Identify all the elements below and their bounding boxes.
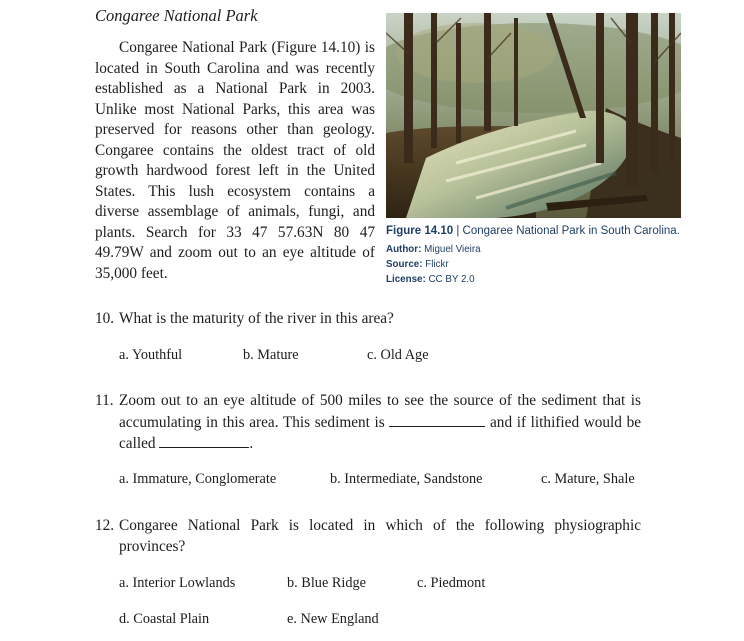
answer-blank-1: [389, 412, 485, 427]
question-text: Zoom out to an eye altitude of 500 miles to see the source of the sediment that is accumulating in this area. This sediment is and if lithified would be called .: [119, 392, 642, 452]
option-q12-c: c. Piedmont: [417, 575, 486, 591]
question-number: 11.: [95, 392, 114, 409]
option-q12-d: d. Coastal Plain: [119, 611, 210, 627]
caption-source: Source: Flickr: [386, 259, 449, 270]
answer-blank-2: [159, 433, 249, 448]
question-number: 10.: [95, 310, 115, 327]
option-q12-b: b. Blue Ridge: [287, 575, 367, 591]
option-q12-e: e. New England: [287, 611, 379, 627]
option-q10-a: a. Youthful: [119, 347, 183, 363]
figure-caption: [386, 224, 686, 286]
question-10: [95, 309, 655, 331]
figure-label: Figure 14.10: [386, 225, 454, 237]
caption-license: License: CC BY 2.0: [386, 274, 475, 285]
question-12: [95, 516, 643, 560]
option-q12-a: a. Interior Lowlands: [119, 575, 236, 591]
question-number: 12.: [95, 517, 115, 534]
question-text: Congaree National Park is located in which of the following physiographic provinces?: [119, 517, 641, 555]
intro-paragraph: Congaree National Park (Figure 14.10) is located in South Carolina and was recently established as a National Park in 2003. Unlike most National Parks, this area was preserved for reasons other than geology. Congaree contains the oldest tract of old growth hardwood forest left in the United States. This lush ecosystem contains a diverse assemblage of animals, fungi, and plants. Search for 33 47 57.63N 80 47 49.79W and zoom out to an eye altitude of 35,000 feet.: [95, 39, 375, 282]
figure-photo: [386, 13, 681, 218]
option-q10-b: b. Mature: [243, 347, 299, 363]
option-q11-b: b. Intermediate, Sandstone: [330, 471, 483, 487]
question-text: What is the maturity of the river in this area?: [119, 310, 394, 327]
caption-author: Author: Miguel Vieira: [386, 244, 481, 255]
option-q11-c: c. Mature, Shale: [541, 471, 635, 487]
section-title: Congaree National Park: [95, 6, 258, 25]
question-11: [95, 391, 643, 455]
option-q10-c: c. Old Age: [367, 347, 429, 363]
option-q11-a: a. Immature, Conglomerate: [119, 471, 277, 487]
caption-text: Congaree National Park in South Carolina.: [462, 225, 680, 237]
caption-separator: |: [453, 225, 463, 237]
